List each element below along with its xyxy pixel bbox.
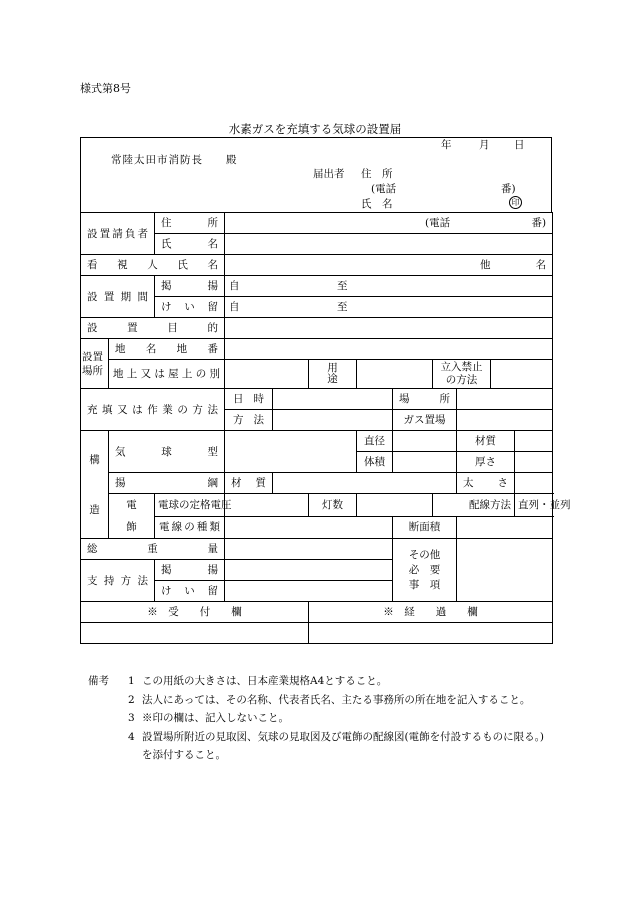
entry-ban-line1: 立入禁止 — [440, 361, 483, 373]
rope-thickness-field — [515, 473, 553, 494]
use-label-line1: 用 — [327, 362, 338, 374]
addressee: 常陸太田市消防長 — [111, 154, 203, 166]
other-notes-label — [393, 539, 457, 602]
series-parallel-option: 直列・並列 — [515, 494, 553, 517]
datetime-label: 日時 — [225, 389, 273, 410]
installer-address-label: 住所 — [155, 213, 225, 234]
installer-label: 設置請負者 — [81, 213, 155, 255]
balloon-material-field — [515, 431, 553, 452]
progress-field — [309, 623, 553, 644]
form-title: 水素ガスを充填する気球の設置届 — [228, 122, 402, 136]
other-notes-field — [457, 539, 553, 602]
support-hoist-label: 掲揚 — [155, 560, 225, 581]
rope-material-label: 材質 — [225, 473, 273, 494]
seal-mark: 印 — [509, 196, 522, 209]
day-label: 日 — [514, 139, 525, 151]
method-label: 充填又は作業の方法 — [81, 389, 225, 431]
note-item-1 — [80, 672, 552, 691]
volume-label: 体積 — [357, 452, 393, 473]
bulb-count-label: 灯数 — [309, 494, 357, 517]
structure-label-line1: 構 — [89, 453, 100, 466]
note-text-1: この用紙の大きさは、日本産業規格A4とすること。 — [142, 675, 388, 687]
wiring-label: 配線方法 — [433, 494, 515, 517]
entry-ban-field — [491, 360, 553, 389]
entry-ban-label — [433, 360, 491, 389]
note-number-2: 2 — [128, 693, 135, 706]
decoration-label-line2: 飾 — [126, 521, 137, 533]
cross-section-field — [457, 516, 553, 539]
support-hoist-field — [225, 560, 393, 581]
installer-name-label: 氏名 — [155, 234, 225, 255]
installer-address-field — [225, 213, 553, 234]
applicant-label: 届出者 — [313, 168, 345, 180]
balloon-material-label: 材質 — [457, 431, 515, 452]
note-number-4: 4 — [128, 730, 135, 743]
lot-number-field — [225, 339, 553, 360]
rated-voltage-field — [225, 494, 309, 517]
period-hoist-label: 掲揚 — [155, 276, 225, 297]
datetime-field — [273, 389, 393, 410]
cross-section-label: 断面積 — [393, 516, 457, 539]
installer-name-field — [225, 234, 553, 255]
other-notes-line2: 必 要 — [408, 563, 441, 576]
others-label: 他 — [480, 259, 491, 271]
work-place-label: 場所 — [393, 389, 457, 410]
note-item-3 — [80, 709, 552, 728]
other-notes-line1: その他 — [408, 548, 441, 561]
balloon-type-label: 気球型 — [109, 431, 225, 473]
notes-section — [80, 672, 552, 765]
period-moor-from: 自 — [229, 301, 240, 313]
wire-type-field — [225, 516, 393, 539]
structure-label-line2: 造 — [89, 503, 100, 516]
support-moor-label: けい留 — [155, 581, 225, 602]
rope-label: 揚綱 — [109, 473, 225, 494]
others-suffix: 名 — [535, 259, 547, 271]
purpose-field — [225, 318, 553, 339]
honorific: 殿 — [226, 154, 237, 166]
header-block — [80, 137, 552, 212]
ground-roof-field — [225, 360, 309, 389]
use-label — [309, 360, 357, 389]
watchman-label: 看視人氏名 — [81, 255, 225, 276]
support-moor-field — [225, 581, 393, 602]
notes-label: 備考 — [88, 675, 109, 687]
note-text-2: 法人にあっては、その名称、代表者氏名、主たる事務所の所在地を記入すること。 — [142, 693, 531, 706]
place-label — [81, 339, 109, 389]
ground-roof-label: 地上又は屋上の別 — [109, 360, 225, 389]
period-moor-label: けい留 — [155, 297, 225, 318]
form-number: 様式第8号 — [80, 82, 131, 95]
purpose-label: 設置目的 — [81, 318, 225, 339]
method-how-field — [273, 410, 393, 431]
place-label-line2: 場所 — [82, 364, 103, 377]
total-weight-field — [225, 539, 393, 560]
watchman-field — [225, 255, 553, 276]
work-place-field — [457, 389, 553, 410]
balloon-thickness-field — [515, 452, 553, 473]
note-text-3: ※印の欄は、記入しないこと。 — [142, 712, 289, 724]
place-label-line1: 設置 — [82, 350, 103, 363]
application-table — [80, 212, 571, 644]
reception-field — [81, 623, 309, 644]
progress-header: ※ 経 過 欄 — [309, 602, 553, 623]
period-moor-to: 至 — [337, 301, 348, 313]
support-label: 支持方法 — [81, 560, 155, 602]
lot-number-label: 地名地番 — [109, 339, 225, 360]
month-label: 月 — [479, 139, 490, 151]
wire-type-label: 電線の種類 — [155, 516, 225, 539]
bulb-count-field — [357, 494, 433, 517]
gas-place-field — [457, 410, 553, 431]
balloon-thickness-label: 厚さ — [457, 452, 515, 473]
period-moor-field — [225, 297, 553, 318]
reception-header: ※ 受 付 欄 — [81, 602, 309, 623]
balloon-type-field — [225, 431, 357, 473]
rope-material-field — [273, 473, 457, 494]
gas-place-label: ガス置場 — [393, 410, 457, 431]
other-notes-line3: 事 項 — [408, 578, 441, 591]
installer-phone-close: 番) — [531, 217, 547, 229]
applicant-phone-open: (電話 — [371, 183, 397, 195]
structure-label — [81, 431, 109, 539]
year-label: 年 — [441, 139, 452, 151]
entry-ban-line2: の方法 — [445, 374, 478, 386]
note-text-4: 設置場所附近の見取図、気球の見取図及び電飾の配線図(電飾を付設するものに限る。)を添付すること。 — [142, 730, 544, 761]
period-hoist-from: 自 — [229, 280, 240, 292]
note-number-1: 1 — [128, 675, 135, 687]
diameter-label: 直径 — [357, 431, 393, 452]
use-label-line2: 途 — [327, 373, 338, 385]
applicant-name-label: 氏 名 — [361, 198, 393, 210]
method-how-label: 方法 — [225, 410, 273, 431]
note-number-3: 3 — [128, 712, 135, 724]
period-hoist-field — [225, 276, 553, 297]
rope-thickness-label: 太さ — [457, 473, 515, 494]
period-hoist-to: 至 — [337, 280, 348, 292]
rated-voltage-label: 電球の定格電圧 — [155, 494, 225, 517]
applicant-phone-close: 番) — [501, 183, 516, 195]
note-item-2 — [80, 691, 552, 710]
applicant-address-label: 住 所 — [361, 168, 393, 180]
period-label: 設置期間 — [81, 276, 155, 318]
decoration-label — [109, 494, 155, 539]
installer-phone-open: (電話 — [425, 217, 451, 229]
note-item-4 — [80, 728, 552, 765]
use-field — [357, 360, 433, 389]
volume-field — [393, 452, 457, 473]
decoration-label-line1: 電 — [126, 499, 137, 511]
total-weight-label: 総重量 — [81, 539, 225, 560]
diameter-field — [393, 431, 457, 452]
